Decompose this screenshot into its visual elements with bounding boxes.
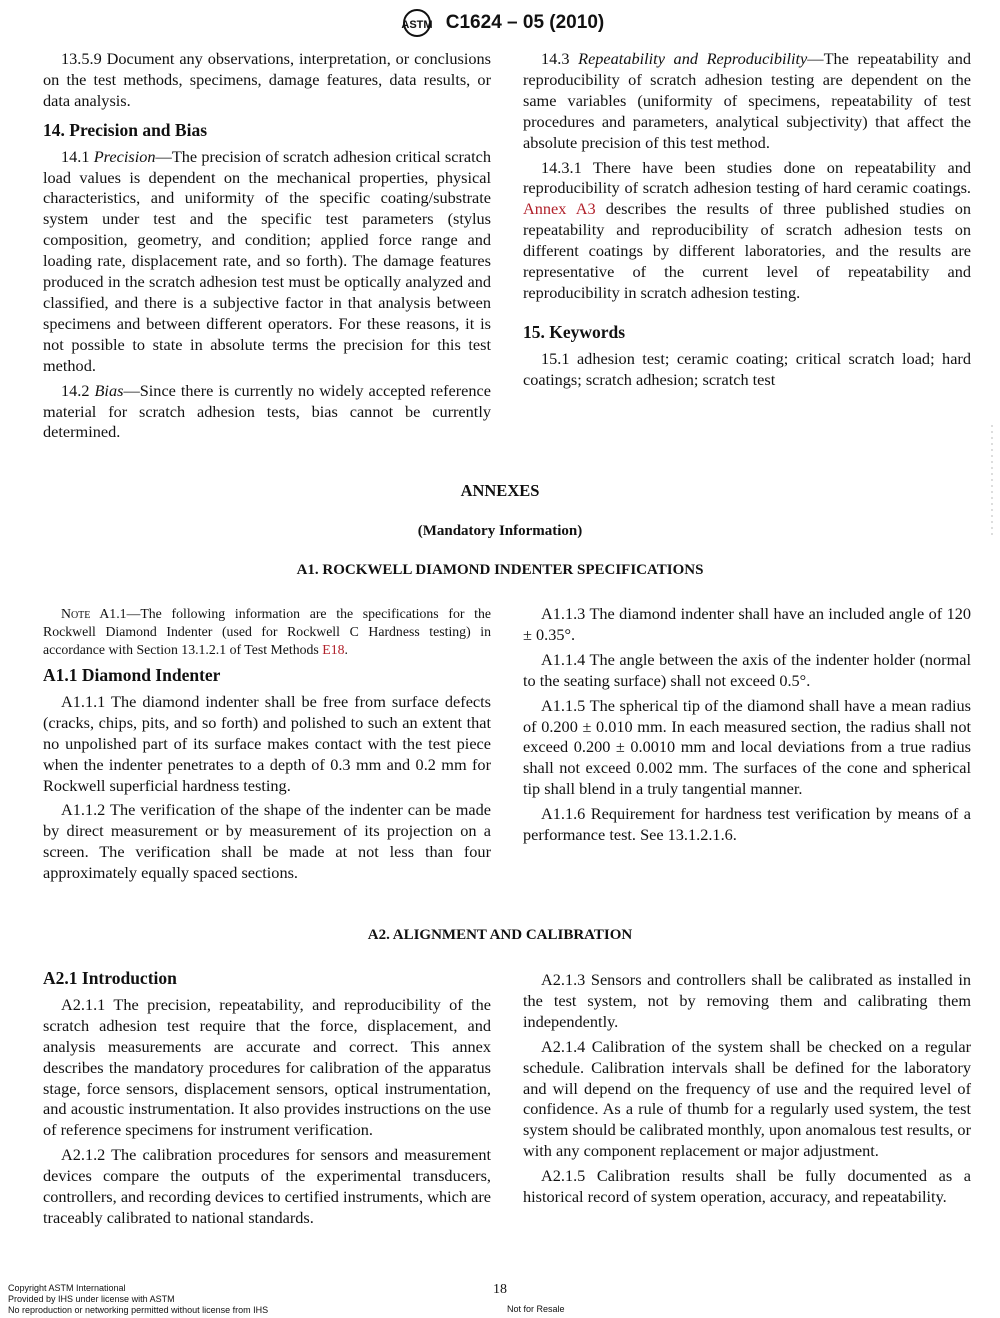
paragraph-a1-1-3: A1.1.3 The diamond indenter shall have an included angle of 120 ± 0.35°.: [523, 604, 971, 644]
heading-a1-1: A1.1 Diamond Indenter: [43, 665, 221, 685]
paragraph-a1-1-2: A1.1.2 The verification of the shape of the indenter can be made by direct measurement or by measurement of its projection on a screen. The verification shall be made at not less than four approximately equally spaced sections.: [43, 800, 491, 883]
annex-a3-link[interactable]: Annex A3: [523, 199, 596, 219]
paragraph-14-1: 14.1 Precision—The precision of scratch adhesion critical scratch load values is dependent on the mechanical properties, physical characteristics, and uniformity of the specific coating/substrate system under test and the specific test parameters (stylus composition, geometry, and condition; applied force range and loading rate, displacement rate, and so forth). The damage features produced in the scratch adhesion test must be optically analyzed and classified, and there is a subjective factor in that analysis between specimens and between different operators. For these reasons, it is not possible to state in absolute terms the precision for this test method.: [43, 146, 492, 375]
paragraph-a2-1-2: A2.1.2 The calibration procedures for sensors and measurement devices compare the outputs of the experimental transducers, controllers, and recording devices to certified instruments, which are traceably calibrated to national standards.: [43, 1145, 491, 1227]
paragraph-a2-1-5: A2.1.5 Calibration results shall be fully documented as a historical record of system operation, accuracy, and repeatability.: [523, 1166, 971, 1207]
paragraph-13-5-9: 13.5.9 Document any observations, interpretation, or conclusions on the test methods, specimens, damage features, data results, or data analysis.: [43, 49, 491, 110]
note-a1-1: Note A1.1—The following information are the specifications for the Rockwell Diamond Indenter (used for Rockwell C Hardness testing) in accordance with Section 13.1.2.1 of Test Methods E18.: [43, 606, 491, 657]
footer-line-1: Copyright ASTM International: [8, 1283, 126, 1293]
section-heading-15: 15. Keywords: [523, 321, 626, 342]
e18-link[interactable]: E18: [322, 642, 345, 657]
paragraph-14-3-1: 14.3.1 There have been studies done on repeatability and reproducibility of scratch adhesion testing of hard ceramic coatings. Annex A3 describes the results of three published studies on repeatability and reproducibility of scratch adhesion tests on different coatings by different laboratories, and the results are representative of the current level of repeatability and reproducibility in scratch adhesion testing.: [523, 157, 971, 302]
paragraph-14-3: 14.3 Repeatability and Reproducibility—The repeatability and reproducibility of scratch adhesion testing are dependent on the same variables (uniformity of specimens, repeatability of test procedures and parameters, analytical subjectivity) that affect the absolute precision of this test method.: [523, 49, 972, 152]
paragraph-a1-1-1: A1.1.1 The diamond indenter shall be free from surface defects (cracks, chips, pits, and so forth) and polished to such an extent that no unpolished part of its surface makes contact with the test piece when the indenter penetrates to a depth of 0.3 mm and 0.2 mm for Rockwell superficial hardness testing.: [43, 691, 491, 795]
paragraph-a2-1-1: A2.1.1 The precision, repeatability, and reproducibility of the scratch adhesion test require that the force, displacement, and analysis measurements are accurate and correct. This annex describes the mandatory procedures for calibration of the apparatus stage, force sensors, displacement sensors, optical instrumentation, and acoustic instrumentation. It also provides instructions on the use of reference specimens for instrument verification.: [43, 994, 491, 1140]
paragraph-14-2: 14.2 Bias—Since there is currently no widely accepted reference material for scratch adhesion tests, bias cannot be currently determined.: [43, 380, 491, 442]
astm-logo-icon: [396, 8, 438, 38]
section-heading-14: 14. Precision and Bias: [43, 119, 208, 140]
page-header: [0, 8, 1000, 38]
paragraph-a1-1-4: A1.1.4 The angle between the axis of the indenter holder (normal to the seating surface) shall not exceed 0.5°.: [523, 649, 971, 690]
a2-right-column: [523, 970, 971, 1212]
annexes-subtitle: (Mandatory Information): [417, 523, 583, 539]
paragraph-15-1: 15.1 adhesion test; ceramic coating; critical scratch load; hard coatings; scratch adhesion; scratch test: [523, 348, 971, 389]
svg-text:ASTM: ASTM: [401, 19, 433, 31]
paragraph-a2-1-3: A2.1.3 Sensors and controllers shall be calibrated as installed in the test system, not by removing them and calibrating them independently.: [523, 970, 971, 1031]
annexes-title: ANNEXES: [460, 481, 540, 500]
annex-a2-title: A2. ALIGNMENT AND CALIBRATION: [367, 927, 633, 943]
left-column-top: [43, 49, 491, 447]
heading-a2-1: A2.1 Introduction: [43, 968, 177, 988]
a2-left-column: [43, 968, 491, 1233]
paragraph-a1-1-6: A1.1.6 Requirement for hardness test verification by means of a performance test. See 13.1.2.1.6.: [523, 804, 971, 845]
a1-right-column: [523, 604, 971, 850]
paragraph-a2-1-4: A2.1.4 Calibration of the system shall be checked on a regular schedule. Calibration intervals shall be defined for the laboratory and will depend on the frequency of use and the required level of confidence. As a rule of thumb for a regularly used system, the test system should be calibrated monthly, upon anomalous test results, or with any component replacement or major adjustment.: [523, 1036, 971, 1161]
footer-line-2: Provided by IHS under license with ASTM: [8, 1294, 175, 1304]
right-column-top: [523, 49, 971, 395]
a1-left-column: [43, 605, 491, 888]
not-for-resale: Not for Resale: [507, 1304, 565, 1314]
paragraph-a1-1-5: A1.1.5 The spherical tip of the diamond shall have a mean radius of 0.200 ± 0.010 mm. In each measured section, the radius shall not exceed 0.200 ± 0.0010 mm and local deviations from a true radius shall not exceed 0.002 mm. The surfaces of the cone and spherical tip shall blend in a truly tangential manner.: [523, 695, 971, 799]
annex-a1-title: A1. ROCKWELL DIAMOND INDENTER SPECIFICATIONS: [296, 562, 704, 578]
margin-mark: [988, 425, 996, 535]
document-id: C1624 – 05 (2010): [445, 12, 605, 33]
footer-line-3: No reproduction or networking permitted without license from IHS: [8, 1305, 269, 1315]
page-number: 18: [493, 1282, 507, 1297]
